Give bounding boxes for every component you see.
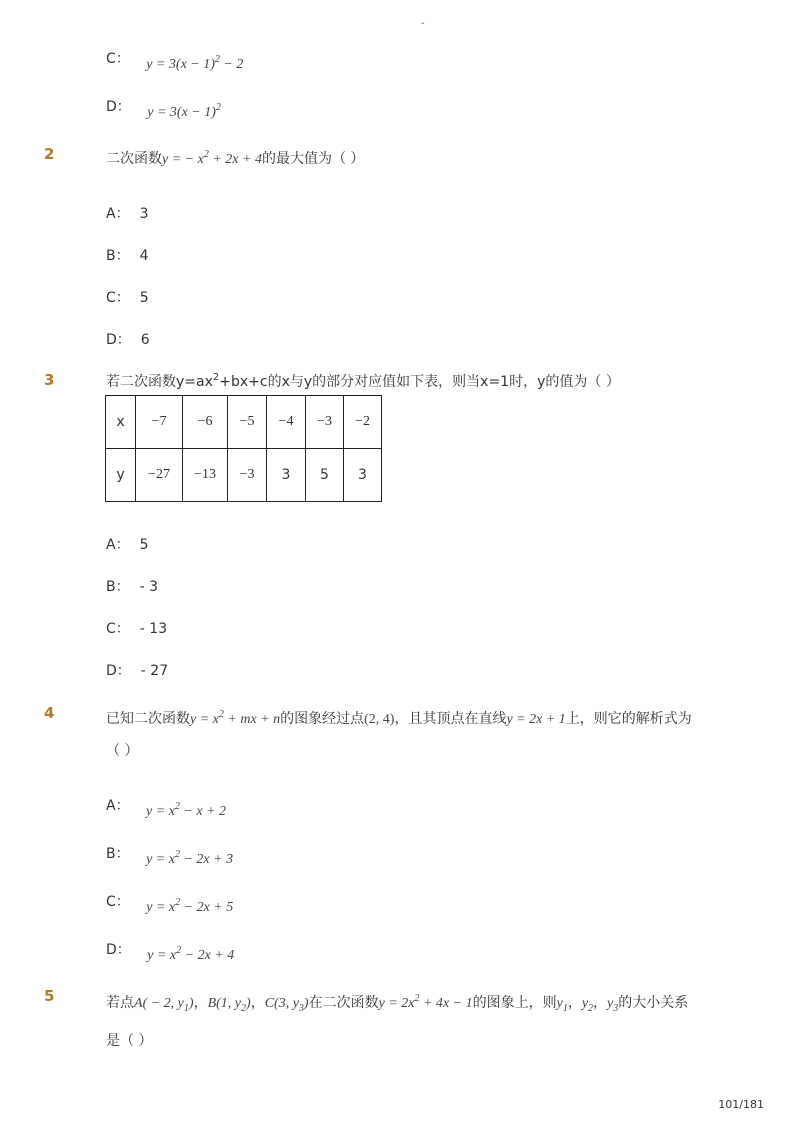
option-label: C：: [106, 290, 130, 306]
option-label: D：: [106, 942, 131, 958]
option-label: B：: [106, 846, 130, 862]
option-label: D：: [106, 663, 131, 679]
q3-option-d[interactable]: [106, 660, 168, 680]
q4-option-a[interactable]: [106, 795, 227, 819]
q2-option-b[interactable]: [106, 245, 149, 265]
option-label: A：: [106, 537, 130, 553]
q1-option-d[interactable]: [106, 96, 221, 120]
table-row-x: [106, 396, 382, 449]
option-label: D：: [106, 99, 131, 115]
option-expression: $y = x^2 - 2x + 3$: [146, 849, 234, 867]
table-cell: 5: [306, 449, 344, 502]
q4-option-b[interactable]: [106, 843, 234, 867]
table-cell: 3: [344, 449, 382, 502]
table-cell: 3: [267, 449, 306, 502]
table-cell: −13: [183, 449, 228, 502]
question-5-number: 5: [44, 987, 55, 1005]
table-cell: −6: [183, 396, 228, 449]
question-4-number: 4: [44, 704, 55, 722]
option-label: C：: [106, 51, 130, 67]
option-label: C：: [106, 621, 130, 637]
option-expression: $y = 3(x - 1)^2 - 2$: [146, 54, 244, 72]
table-row-y: [106, 449, 382, 502]
q3-option-b[interactable]: [106, 576, 158, 596]
option-label: C：: [106, 894, 130, 910]
option-value: 3: [139, 206, 149, 222]
q2-option-d[interactable]: [106, 329, 150, 349]
table-cell: −7: [136, 396, 183, 449]
table-header-x: x: [106, 396, 136, 449]
header-mark: -: [421, 18, 425, 29]
option-expression: $y = x^2 - x + 2$: [146, 801, 227, 819]
value-table: [105, 395, 382, 502]
q3-option-a[interactable]: [106, 534, 149, 554]
option-label: B：: [106, 248, 130, 264]
option-expression: $y = x^2 - 2x + 4$: [147, 945, 235, 963]
table-cell: −2: [344, 396, 382, 449]
question-4-stem: 已知二次函数$y = x^2$ + mx + n的图象经过点(2, 4)，且其顶点在直线y = 2x + 1上，则它的解析式为: [106, 709, 692, 727]
q3-option-c[interactable]: [106, 618, 167, 638]
question-4-stem-line2: （ ）: [106, 743, 139, 759]
option-label: A：: [106, 798, 130, 814]
q4-option-d[interactable]: [106, 939, 235, 963]
option-label: D：: [106, 332, 131, 348]
option-expression: $y = x^2 - 2x + 5$: [146, 897, 234, 915]
option-value: 5: [139, 537, 149, 553]
table-cell: −4: [267, 396, 306, 449]
option-value: - 13: [139, 621, 168, 637]
option-value: 6: [140, 332, 150, 348]
table-cell: −5: [228, 396, 267, 449]
question-2-number: 2: [44, 145, 55, 163]
question-2-stem: 二次函数y = − $x^2 + 2x + 4$的最大值为（ ）: [106, 149, 365, 167]
question-3-number: 3: [44, 371, 55, 389]
option-value: - 3: [139, 579, 159, 595]
table-cell: −27: [136, 449, 183, 502]
page-number: 101/181: [718, 1098, 764, 1111]
option-expression: $y = 3(x - 1)^2$: [147, 102, 221, 120]
table-cell: −3: [228, 449, 267, 502]
option-value: 4: [139, 248, 149, 264]
q2-option-c[interactable]: [106, 287, 149, 307]
table-header-y: y: [106, 449, 136, 502]
question-3-stem: 若二次函数$y=ax^2+bx+c$的x与y的部分对应值如下表，则当x=1时，y的值为（ ）: [106, 372, 620, 390]
option-label: B：: [106, 579, 130, 595]
table-cell: −3: [306, 396, 344, 449]
q4-option-c[interactable]: [106, 891, 234, 915]
option-value: 5: [139, 290, 149, 306]
q1-option-c[interactable]: [106, 48, 244, 72]
question-5-stem: 若点A( − 2, $y_1$)，B(1, $y_2$)，C(3, $y_3$)在二次函数$y = 2x^2 + 4x - 1$的图象上，则$y_1$，$y_2$，$y_3$的大小关系: [106, 993, 689, 1014]
option-value: - 27: [140, 663, 169, 679]
question-5-stem-line2: 是（ ）: [106, 1033, 153, 1049]
q2-option-a[interactable]: [106, 203, 149, 223]
option-label: A：: [106, 206, 130, 222]
